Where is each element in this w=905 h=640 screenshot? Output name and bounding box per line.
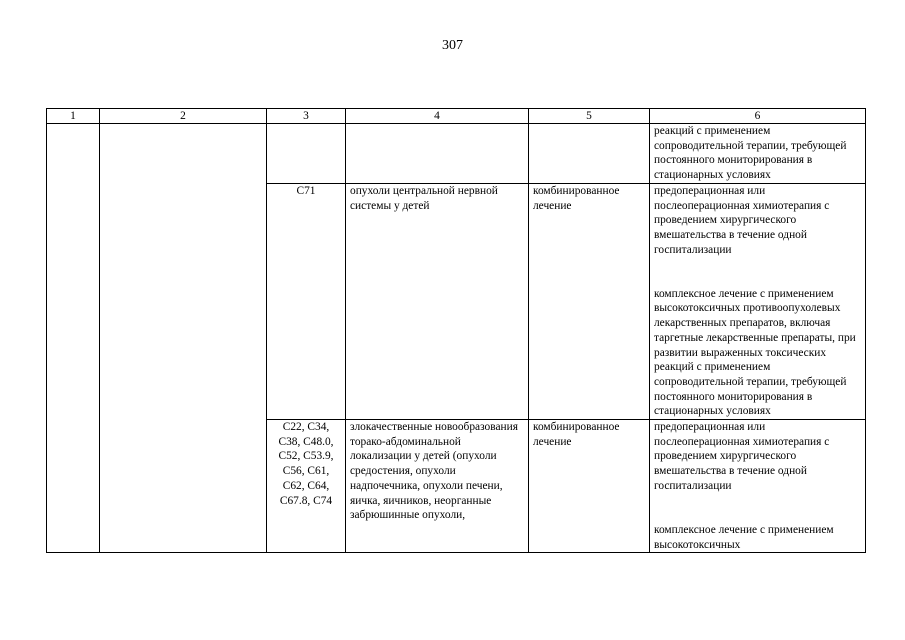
header-row — [47, 109, 866, 124]
cell-diagnosis: опухоли центральной нервной системы у детей — [346, 183, 529, 419]
cell-method — [650, 183, 866, 419]
cell-method — [650, 124, 866, 184]
method-text-2: комплексное лечение с применением высокотоксичных — [654, 523, 834, 551]
table-row — [47, 124, 866, 184]
column-header-2: 2 — [100, 109, 267, 124]
column-header-5: 5 — [529, 109, 650, 124]
column-header-1: 1 — [47, 109, 100, 124]
method-text-2: комплексное лечение с применением высокотоксичных противоопухолевых лекарственных препаратов, включая таргетные лекарственные препараты, при развитии выраженных токсических реакций с применением сопроводительной терапии, требующей постоянного мониторирования в стационарных условиях — [654, 287, 856, 418]
column-header-4: 4 — [346, 109, 529, 124]
cell-diagnosis — [346, 124, 529, 184]
cell-treatment-type: комбинированное лечение — [529, 420, 650, 553]
method-text: реакций с применением сопроводительной терапии, требующей постоянного мониторирования в стационарных условиях — [654, 125, 847, 182]
column-header-6: 6 — [650, 109, 866, 124]
cell-treatment-type: комбинированное лечение — [529, 183, 650, 419]
method-text-1: предоперационная или послеоперационная химиотерапия с проведением хирургического вмешательства в течение одной госпитализации — [654, 184, 830, 256]
paragraph-gap — [654, 257, 861, 272]
cell-col2 — [100, 124, 267, 553]
paragraph-gap — [654, 494, 861, 509]
cell-col1 — [47, 124, 100, 553]
method-text-1: предоперационная или послеоперационная химиотерапия с проведением хирургического вмешательства в течение одной госпитализации — [654, 421, 830, 492]
page-number: 307 — [442, 38, 463, 53]
cell-code — [267, 124, 346, 184]
paragraph-gap — [654, 508, 861, 523]
medical-care-table — [46, 108, 866, 553]
cell-diagnosis: злокачественные новообразования торако-абдоминальной локализации у детей (опухоли средостения, опухоли надпочечника, опухоли печени, яичка, яичников, неорганные забрюшинные опухоли, — [346, 420, 529, 553]
cell-treatment-type — [529, 124, 650, 184]
paragraph-gap — [654, 272, 861, 287]
cell-code: C71 — [267, 183, 346, 419]
cell-method — [650, 420, 866, 553]
cell-code: C22, C34, C38, C48.0, C52, C53.9, C56, C61, C62, C64, C67.8, C74 — [267, 420, 346, 553]
column-header-3: 3 — [267, 109, 346, 124]
